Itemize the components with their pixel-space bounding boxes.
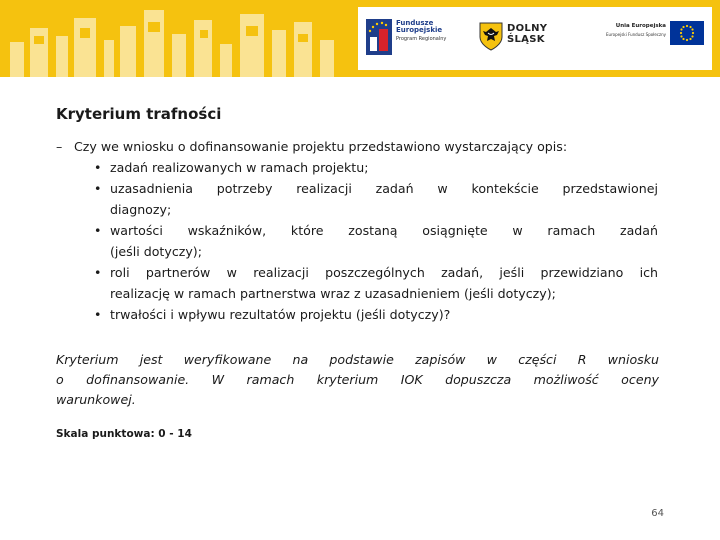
bullet-text: (jeśli dotyczy);: [110, 244, 202, 259]
bullet-dot: •: [94, 223, 102, 238]
bullet-dot: •: [94, 181, 102, 196]
bullet-text: wartości wskaźników, które zostaną osiągnięte w ramach zadań: [110, 223, 658, 238]
fundusze-europejskie-icon: [366, 19, 392, 55]
ue-line1: Unia Europejska: [615, 23, 666, 29]
verification-note: [56, 350, 659, 410]
eagle-crest-icon: [479, 21, 503, 51]
bullet-dot: •: [94, 307, 102, 322]
note-line: warunkowej.: [56, 392, 136, 407]
bullet-text: uzasadnienia potrzeby realizacji zadań w kontekście przedstawionej: [110, 181, 658, 196]
ue-line2: Europejski Fundusz Społeczny: [606, 31, 666, 37]
list-item: [56, 220, 658, 262]
bullet-dot: •: [94, 160, 102, 175]
header-banner: [0, 0, 720, 77]
bullet-text: trwałości i wpływu rezultatów projektu (jeśli dotyczy)?: [110, 307, 451, 322]
note-line: Kryterium jest weryfikowane na podstawie zapisów w części R wniosku: [56, 352, 659, 367]
bullet-list: [56, 157, 666, 325]
bullet-text: diagnozy;: [110, 202, 172, 217]
ds-line2: ŚLĄSK: [507, 34, 545, 45]
fe-line1: Fundusze: [396, 19, 434, 27]
dolny-slask-logo: [479, 17, 569, 61]
page-number: 64: [651, 508, 664, 519]
question-text: Czy we wniosku o dofinansowanie projektu przedstawiono wystarczający opis:: [74, 139, 568, 154]
criterion-question: [56, 136, 666, 325]
question-line: [56, 136, 666, 157]
ds-line1: DOLNY: [507, 23, 548, 34]
bullet-text: realizację w ramach partnerstwa wraz z uzasadnieniem (jeśli dotyczy);: [110, 286, 556, 301]
bullet-text: zadań realizowanych w ramach projektu;: [110, 160, 369, 175]
fundusze-europejskie-logo: [366, 15, 476, 63]
point-scale: Skala punktowa: 0 - 14: [56, 428, 192, 440]
bullet-text: roli partnerów w realizacji poszczególnych zadań, jeśli przewidziano ich: [110, 265, 658, 280]
note-line: o dofinansowanie. W ramach kryterium IOK dopuszcza możliwość oceny: [56, 372, 659, 387]
banner-decoration: [0, 0, 360, 77]
slide-title: Kryterium trafności: [56, 105, 222, 123]
logo-bar: [358, 7, 712, 70]
bullet-dot: •: [94, 265, 102, 280]
list-item: [56, 262, 658, 304]
eu-flag-icon: [670, 21, 704, 45]
dash-bullet: –: [56, 139, 63, 154]
list-item: [56, 178, 658, 220]
fe-line3: Program Regionalny: [396, 36, 447, 42]
unia-europejska-logo: [590, 21, 708, 57]
list-item: [56, 304, 658, 325]
fe-line2: Europejskie: [396, 26, 443, 34]
list-item: [56, 157, 658, 178]
